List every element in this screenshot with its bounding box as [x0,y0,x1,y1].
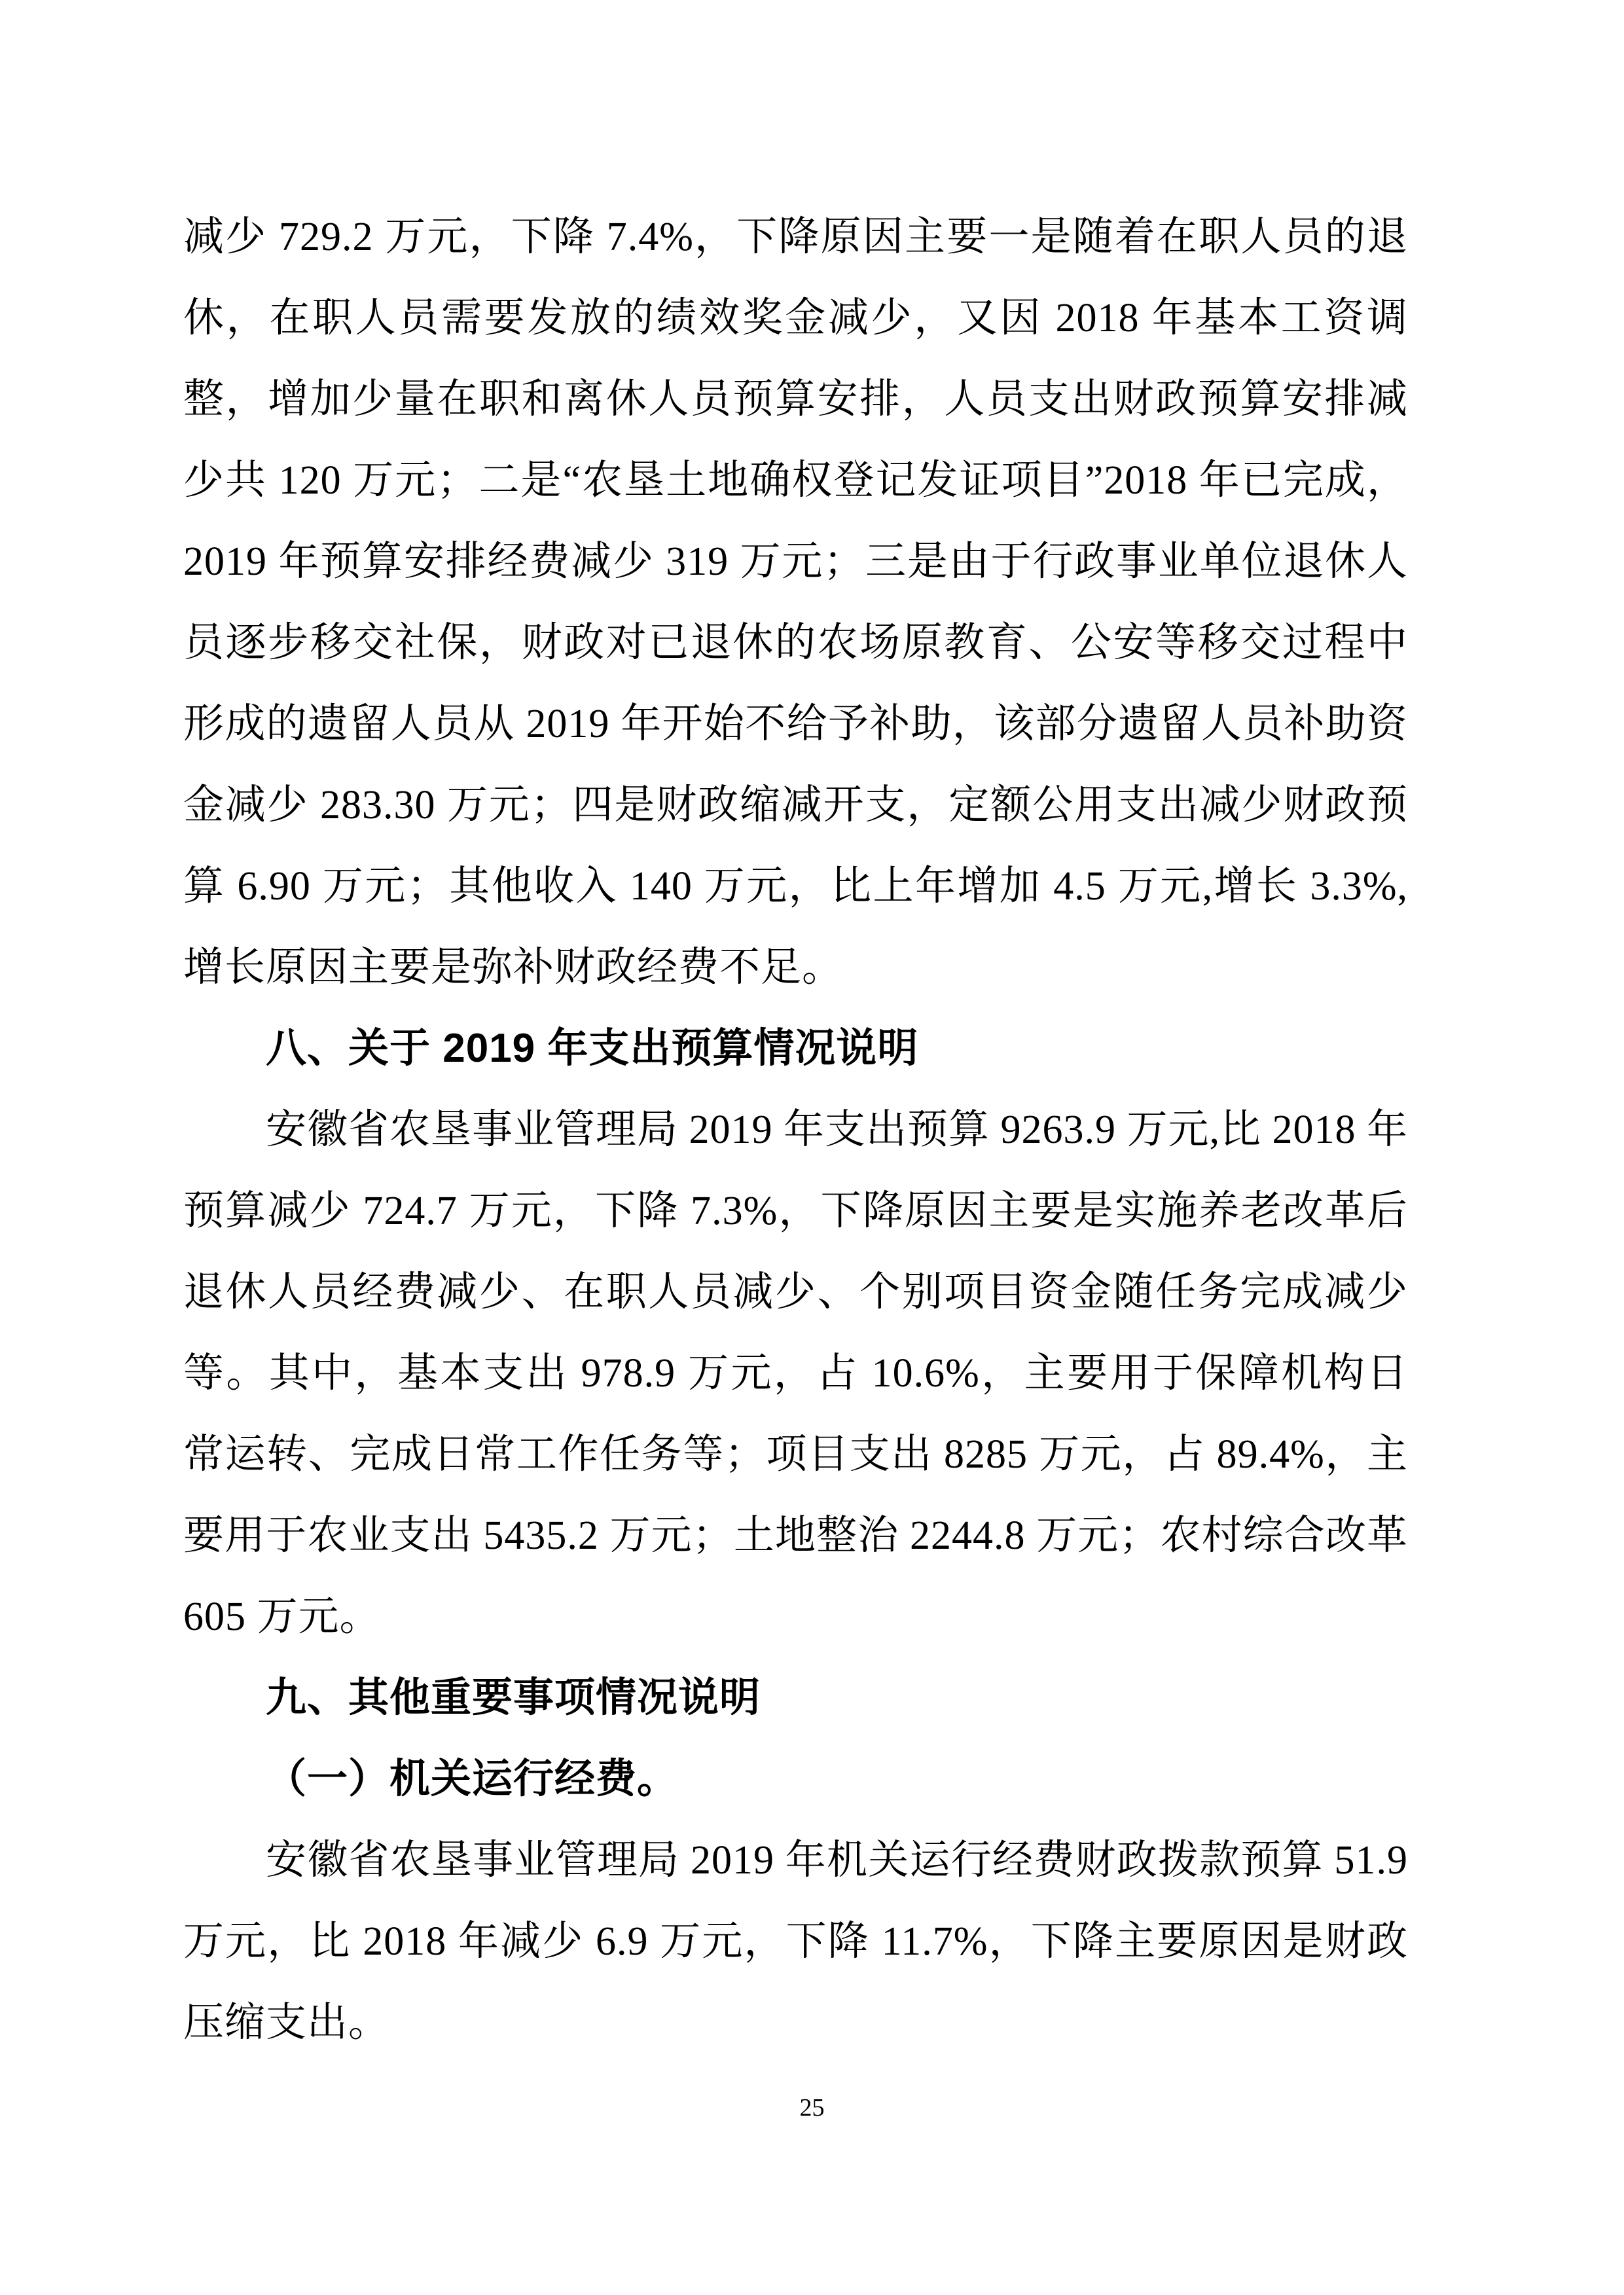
paragraph-agency-operating-funds: 安徽省农垦事业管理局 2019 年机关运行经费财政拨款预算 51.9 万元，比 2018 年减少 6.9 万元，下降 11.7%，下降主要原因是财政压缩支出。 [183,1838,1408,2045]
heading-section-9-1-agency-operating-funds: （一）机关运行经费。 [266,1756,679,1801]
heading-section-9-other-important-matters: 九、其他重要事项情况说明 [266,1675,761,1720]
heading-section-8-expenditure-budget: 八、关于 2019 年支出预算情况说明 [266,1026,919,1071]
paragraph-2019-expenditure-budget: 安徽省农垦事业管理局 2019 年支出预算 9263.9 万元,比 2018 年预算减少 724.7 万元，下降 7.3%，下降原因主要是实施养老改革后退休人员经费减少、在职人员减少、个别项目资金随任务完成减少等。其中，基本支出 978.9 万元，占 10.6%，主要用于保障机构日常运转、完成日常工作任务等；项目支出 8285 万元，占 89.4%，主要用于农业支出 5435.2 万元；土地整治 2244.8 万元；农村综合改革 605 万元。 [183,1108,1409,1639]
page-number: 25 [799,2094,825,2122]
paragraph-income-decrease-reasons: 减少 729.2 万元，下降 7.4%，下降原因主要一是随着在职人员的退休，在职人员需要发放的绩效奖金减少，又因 2018 年基本工资调整，增加少量在职和离休人员预算安排，人员支出财政预算安排减少共 120 万元；二是“农垦土地确权登记发证项目”2018 年已完成，2019 年预算安排经费减少 319 万元；三是由于行政事业单位退休人员逐步移交社保，财政对已退休的农场原教育、公安等移交过程中形成的遗留人员从 2019 年开始不给予补助，该部分遗留人员补助资金减少 283.30 万元；四是财政缩减开支，定额公用支出减少财政预算 6.90 万元；其他收入 140 万元，比上年增加 4.5 万元,增长 3.3%,增长原因主要是弥补财政经费不足。 [183,215,1408,990]
